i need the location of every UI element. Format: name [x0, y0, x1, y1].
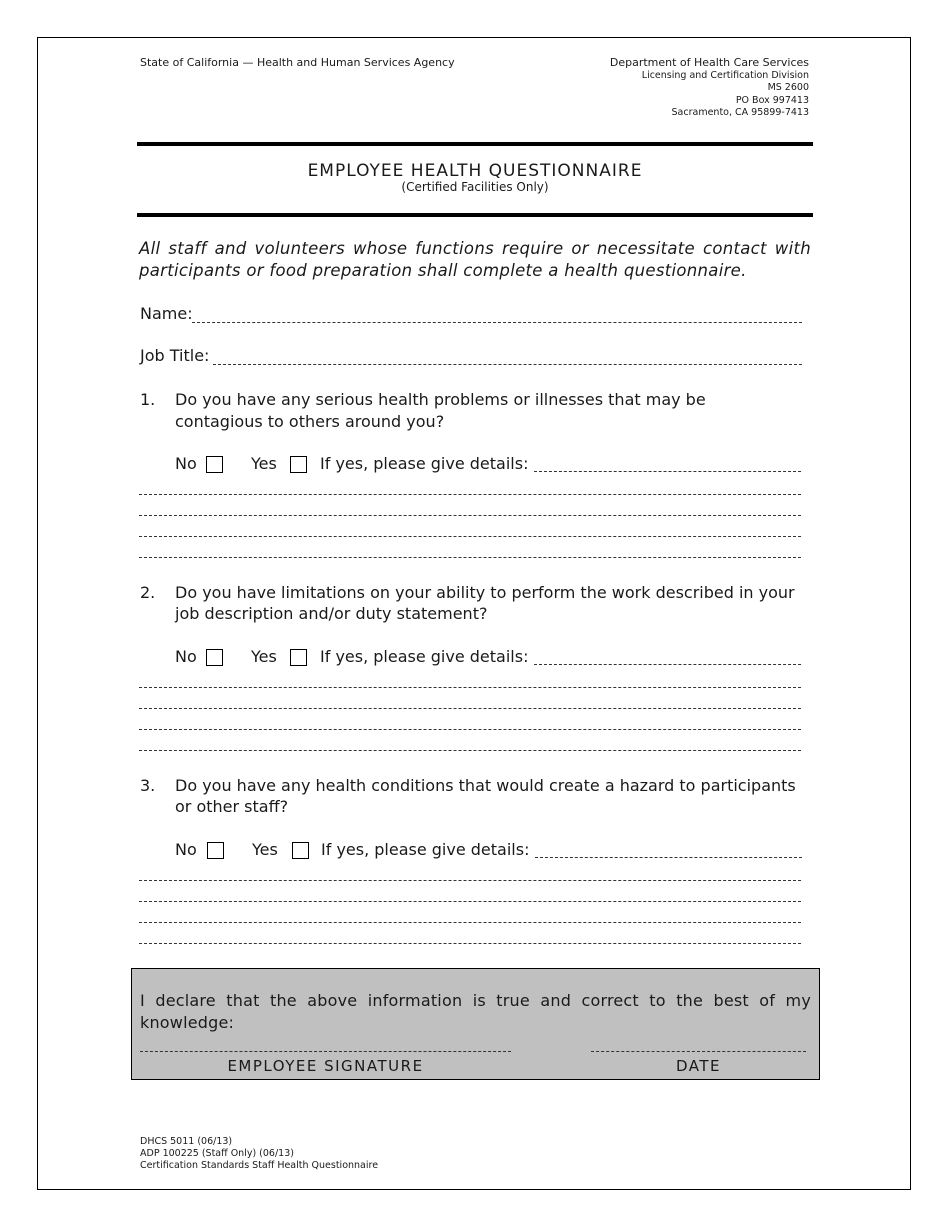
signature-label: EMPLOYEE SIGNATURE — [227, 1057, 424, 1075]
job-title-field[interactable] — [213, 364, 802, 365]
name-field[interactable] — [192, 322, 802, 323]
bottom-rule — [137, 213, 813, 217]
no-label: No — [175, 647, 197, 666]
form-title: EMPLOYEE HEALTH QUESTIONNAIRE — [307, 161, 643, 181]
details-field[interactable] — [534, 664, 801, 665]
form-description: Certification Standards Staff Health Questionnaire — [140, 1160, 379, 1171]
form-subtitle: (Certified Facilities Only) — [401, 180, 549, 194]
details-line[interactable] — [139, 536, 801, 537]
details-line[interactable] — [139, 729, 801, 730]
date-field[interactable] — [591, 1051, 806, 1052]
details-label: If yes, please give details: — [321, 840, 530, 859]
question-text: Do you have any serious health problems or illnesses that may be — [175, 390, 706, 409]
intro-text: All staff and volunteers whose functions require or necessitate contact with participants or food preparation shall complete a health questionnaire. — [139, 239, 811, 280]
yes-checkbox[interactable] — [290, 649, 307, 666]
date-label: DATE — [675, 1057, 722, 1075]
no-label: No — [175, 454, 197, 473]
division-name: Licensing and Certification Division — [641, 70, 809, 81]
details-line[interactable] — [139, 687, 801, 688]
question-text-cont: contagious to others around you? — [175, 412, 445, 431]
city-address: Sacramento, CA 95899-7413 — [671, 107, 809, 118]
details-line[interactable] — [139, 708, 801, 709]
details-line[interactable] — [139, 750, 801, 751]
job-title-label: Job Title: — [140, 346, 210, 365]
details-line[interactable] — [139, 494, 801, 495]
no-label: No — [175, 840, 197, 859]
details-field[interactable] — [535, 857, 802, 858]
question-text: Do you have any health conditions that would create a hazard to participants — [175, 776, 796, 795]
form-number: DHCS 5011 (06/13) — [140, 1136, 233, 1147]
details-line[interactable] — [139, 943, 801, 944]
details-line[interactable] — [139, 557, 801, 558]
no-checkbox[interactable] — [206, 649, 223, 666]
question-text: Do you have limitations on your ability to perform the work described in your — [175, 583, 795, 602]
yes-checkbox[interactable] — [290, 456, 307, 473]
question-number: 3. — [140, 776, 156, 795]
yes-checkbox[interactable] — [292, 842, 309, 859]
top-rule — [137, 142, 813, 146]
agency-name: State of California — Health and Human Services Agency — [140, 56, 455, 69]
details-field[interactable] — [534, 471, 801, 472]
mail-stop: MS 2600 — [767, 82, 809, 93]
no-checkbox[interactable] — [207, 842, 224, 859]
details-line[interactable] — [139, 515, 801, 516]
details-label: If yes, please give details: — [320, 454, 529, 473]
department-name: Department of Health Care Services — [609, 56, 809, 69]
details-label: If yes, please give details: — [320, 647, 529, 666]
yes-label: Yes — [252, 840, 278, 859]
signature-field[interactable] — [140, 1051, 511, 1052]
adp-number: ADP 100225 (Staff Only) (06/13) — [140, 1148, 294, 1159]
declaration-text: I declare that the above information is true and correct to the best of my knowledge: — [140, 991, 811, 1032]
name-label: Name: — [140, 304, 193, 323]
question-text-cont: or other staff? — [175, 797, 289, 816]
po-box: PO Box 997413 — [735, 95, 809, 106]
details-line[interactable] — [139, 880, 801, 881]
declaration-box — [131, 968, 820, 1080]
question-text-cont: job description and/or duty statement? — [175, 604, 488, 623]
yes-label: Yes — [251, 647, 277, 666]
yes-label: Yes — [251, 454, 277, 473]
details-line[interactable] — [139, 901, 801, 902]
question-number: 1. — [140, 390, 156, 409]
question-number: 2. — [140, 583, 156, 602]
details-line[interactable] — [139, 922, 801, 923]
no-checkbox[interactable] — [206, 456, 223, 473]
